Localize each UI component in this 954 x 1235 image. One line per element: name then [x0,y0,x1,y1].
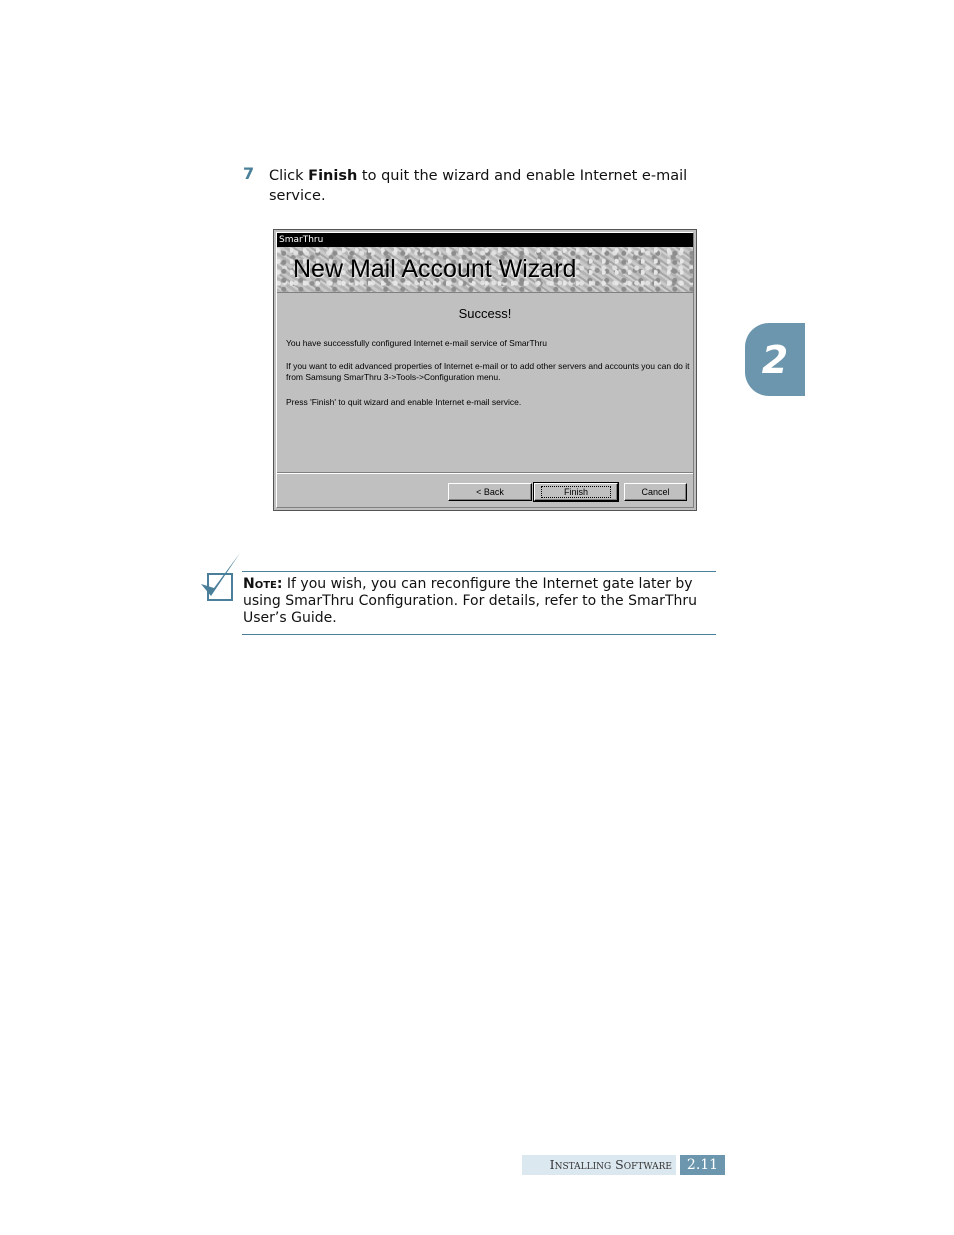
chapter-tab: 2 [745,323,805,396]
step-text-before: Click [269,168,309,184]
note-body: If you wish, you can reconfigure the Internet gate later by using SmarThru Configuration. For details, refer to the SmarThru User’s Guide. [243,576,697,626]
step-instruction [269,166,719,206]
dialog-titlebar: SmarThru [277,233,693,247]
wizard-banner [277,247,693,293]
dialog-separator [277,472,693,474]
note-label: Note: [243,576,283,592]
footer-page-number: 2.11 [680,1155,725,1175]
finish-button[interactable] [534,483,618,501]
step-text-after: to quit the wizard and enable Internet e-mail service. [269,168,688,204]
step-text-bold: Finish [308,168,358,184]
back-button[interactable]: < Back [448,483,532,501]
advanced-properties-message: If you want to edit advanced properties of Internet e-mail or to add other servers and accounts you can do it from Samsung SmarThru 3->Tools->Configuration menu. [286,361,690,382]
finish-instruction-message: Press 'Finish' to quit wizard and enable Internet e-mail service. [286,397,522,407]
wizard-dialog [273,229,697,511]
footer-section-title: Installing Software [522,1155,676,1175]
note-text [243,576,717,627]
success-message: You have successfully configured Internet e-mail service of SmarThru [286,338,547,348]
success-heading: Success! [458,306,512,321]
cancel-button[interactable]: Cancel [624,483,687,501]
note-rule-top [242,571,716,572]
note-rule-bottom [242,634,716,635]
wizard-banner-title: New Mail Account Wizard [293,255,577,283]
step-number: 7 [243,164,255,183]
finish-button-label: Finish [541,486,611,498]
checkmark-note-icon [198,552,242,604]
